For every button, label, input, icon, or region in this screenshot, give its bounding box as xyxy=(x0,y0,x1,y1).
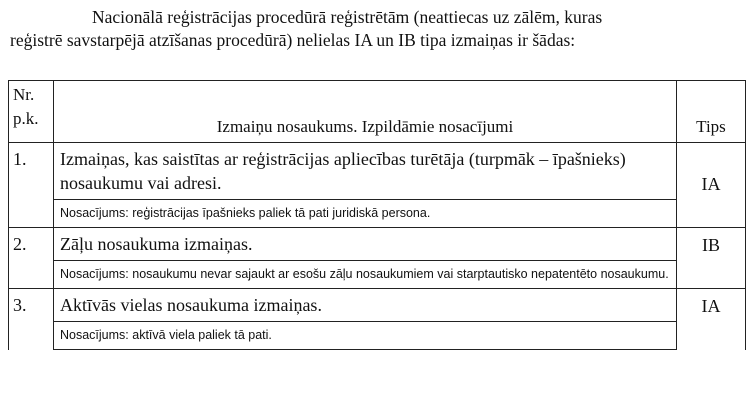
change-condition: Nosacījums: nosaukumu nevar sajaukt ar esošu zāļu nosaukumiem vai starptautisko nepatentēto nosaukumu. xyxy=(54,261,677,289)
change-type: IB xyxy=(677,228,746,261)
row-number: 3. xyxy=(9,289,54,322)
change-type: IA xyxy=(677,289,746,322)
table-row xyxy=(9,143,746,200)
row-number: 2. xyxy=(9,228,54,261)
intro-line-2: reģistrē savstarpējā atzīšanas procedūrā) nelielas IA un IB tipa izmaiņas ir šādas: xyxy=(10,30,576,50)
table-header-row xyxy=(9,81,746,143)
change-condition: Nosacījums: aktīvā viela paliek tā pati. xyxy=(54,322,677,350)
condition-row xyxy=(9,261,746,289)
change-name: Aktīvās vielas nosaukuma izmaiņas. xyxy=(54,289,677,322)
change-type: IA xyxy=(677,143,746,200)
empty-cell xyxy=(677,261,746,289)
header-type-cell: Tips xyxy=(677,81,746,143)
intro-line-1: Nacionālā reģistrācijas procedūrā reģistrētām (neattiecas uz zālēm, kuras xyxy=(92,7,603,27)
empty-cell xyxy=(677,322,746,350)
header-nr-line-2: p.k. xyxy=(13,109,39,128)
changes-table xyxy=(8,80,746,350)
empty-cell xyxy=(9,200,54,228)
change-name: Izmaiņas, kas saistītas ar reģistrācijas apliecības turētāja (turpmāk – īpašnieks) nosaukumu vai adresi. xyxy=(54,143,677,200)
intro-paragraph xyxy=(10,6,745,52)
header-nr-line-1: Nr. xyxy=(13,85,35,104)
header-nr-cell xyxy=(9,81,54,143)
table-row xyxy=(9,228,746,261)
empty-cell xyxy=(677,200,746,228)
empty-cell xyxy=(9,322,54,350)
empty-cell xyxy=(9,261,54,289)
row-number: 1. xyxy=(9,143,54,200)
condition-row xyxy=(9,200,746,228)
change-name: Zāļu nosaukuma izmaiņas. xyxy=(54,228,677,261)
condition-row xyxy=(9,322,746,350)
table-row xyxy=(9,289,746,322)
header-name-cell: Izmaiņu nosaukums. Izpildāmie nosacījumi xyxy=(54,81,677,143)
change-condition: Nosacījums: reģistrācijas īpašnieks paliek tā pati juridiskā persona. xyxy=(54,200,677,228)
